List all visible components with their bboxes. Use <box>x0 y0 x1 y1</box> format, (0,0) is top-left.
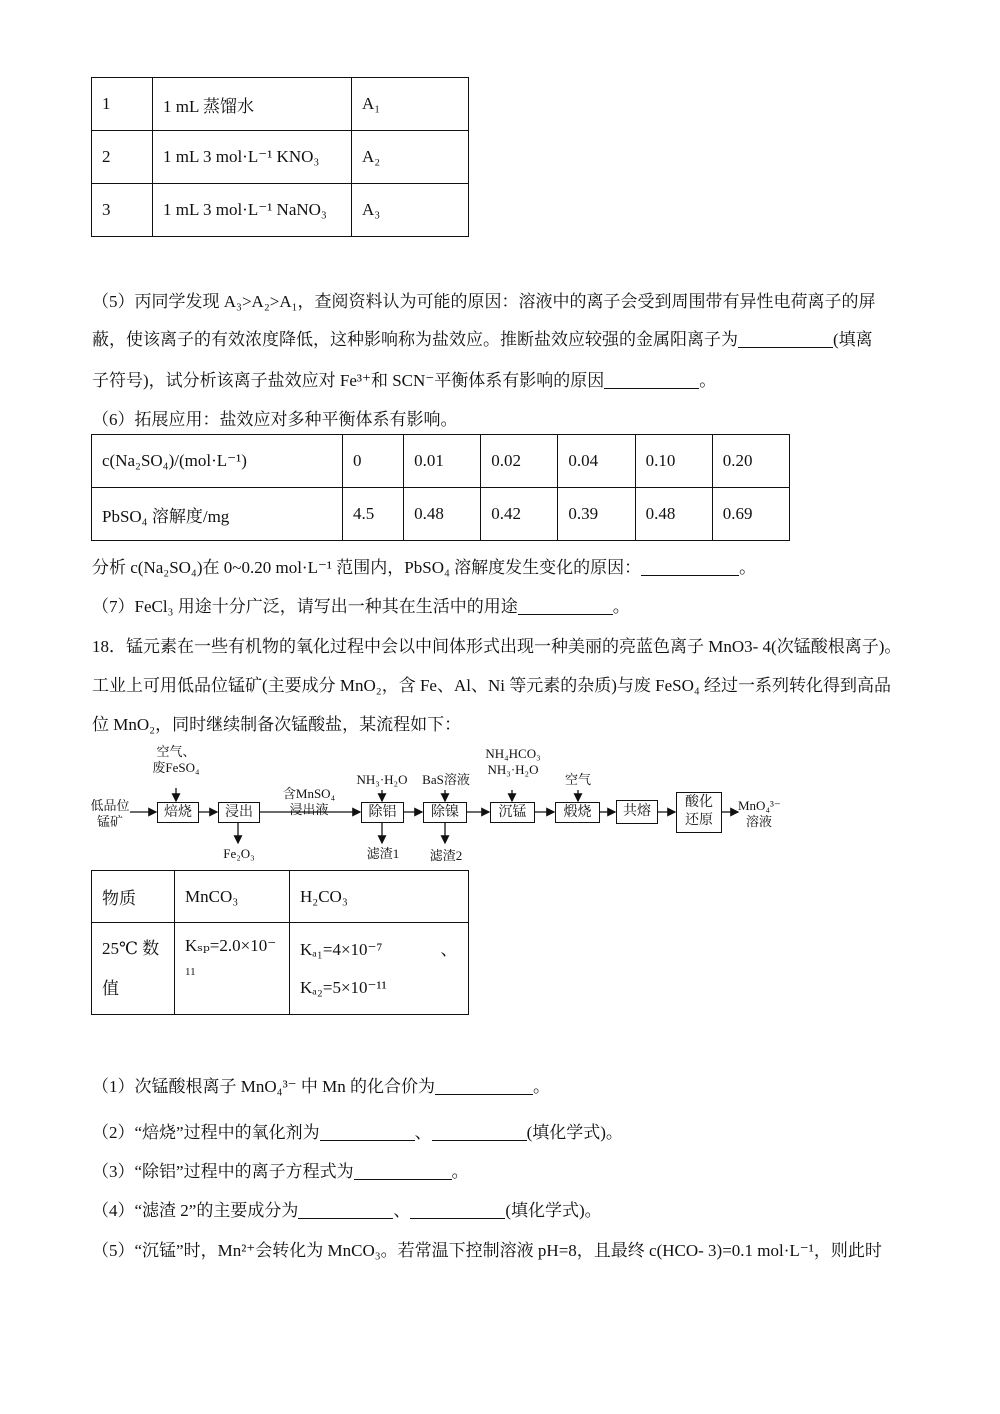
q5-line2 <box>92 325 873 350</box>
ksp-l1: Kₛₚ=2.0×10⁻ <box>185 936 277 955</box>
header-cell: 0 <box>343 435 404 488</box>
ni-input: BaS溶液 <box>422 772 470 787</box>
q5-line3-text: 子符号)，试分析该离子盐效应对 Fe³⁺和 SCN⁻平衡体系有影响的原因 <box>92 371 605 390</box>
answer-blank[interactable] <box>641 557 739 576</box>
row-result: A₁ <box>352 78 469 131</box>
row-no: 2 <box>92 131 153 184</box>
answer-blank[interactable] <box>432 1122 527 1141</box>
residue-2: 滤渣2 <box>429 848 463 863</box>
data-cell: 0.39 <box>558 488 635 541</box>
sub-q4-text: （4）“滤渣 2”的主要成分为 <box>92 1201 299 1220</box>
calcination-box: 煅烧 <box>555 802 600 823</box>
header-cell: 0.04 <box>558 435 635 488</box>
q5-line1: （5）丙同学发现 A₃>A₂>A₁，查阅资料认为可能的原因：溶液中的离子会受到周围带有异性电荷离子的屏 <box>92 292 876 311</box>
acidify-l1: 酸化 <box>685 795 713 810</box>
sub-q1 <box>92 1072 550 1097</box>
q5-line3-tail: 。 <box>699 371 717 390</box>
sub-q3-text: （3）“除铝”过程中的离子方程式为 <box>92 1162 354 1181</box>
row-result: A₃ <box>352 184 469 237</box>
q6-intro: （6）拓展应用：盐效应对多种平衡体系有影响。 <box>92 410 458 429</box>
q18-line2: 工业上可用低品位锰矿(主要成分 MnO₂，含 Fe、Al、Ni 等元素的杂质)与废 FeSO₄ 经过一系列转化得到高品 <box>92 676 892 695</box>
roast-box: 焙烧 <box>157 802 199 823</box>
answer-blank[interactable] <box>604 370 699 389</box>
sub-q2-sep: 、 <box>414 1123 432 1142</box>
row-no: 3 <box>92 184 153 237</box>
header-cell: 0.20 <box>712 435 789 488</box>
q6-analysis-tail: 。 <box>739 558 757 577</box>
answer-blank[interactable] <box>410 1200 505 1219</box>
ka1-line <box>300 931 468 969</box>
header-cell: 0.10 <box>635 435 712 488</box>
q7-tail: 。 <box>612 597 630 616</box>
flow-end-l1: MnO₄³⁻ <box>738 798 781 813</box>
leach-box: 浸出 <box>218 802 260 823</box>
solubility-table <box>91 434 790 541</box>
sub-q2-tail: (填化学式)。 <box>526 1123 623 1142</box>
flow-start-l2: 锰矿 <box>96 814 123 829</box>
mn-input <box>480 746 546 778</box>
header-cell: c(Na₂SO₄)/(mol·L⁻¹) <box>92 435 343 488</box>
sub-q4 <box>92 1196 602 1221</box>
leach-liquor <box>276 786 342 818</box>
acidify-reduce-box <box>676 792 722 833</box>
answer-blank[interactable] <box>298 1200 393 1219</box>
sub-q1-tail: 。 <box>533 1077 551 1096</box>
fusion-box: 共熔 <box>616 800 658 824</box>
answer-blank[interactable] <box>518 596 613 615</box>
q5-line3 <box>92 366 716 391</box>
q5-line2-text: 蔽，使该离子的有效浓度降低，这种影响称为盐效应。推断盐效应较强的金属阳离子为 <box>92 330 738 349</box>
row-no: 1 <box>92 78 153 131</box>
answer-blank[interactable] <box>320 1122 415 1141</box>
q7 <box>92 592 630 617</box>
condition-l1: 25℃ 数 <box>102 938 160 958</box>
header-cell: MnCO₃ <box>175 871 290 923</box>
header-cell: 物质 <box>92 871 175 923</box>
row-reagent: 1 mL 3 mol·L⁻¹ NaNO₃ <box>153 184 352 237</box>
sub-q1-text: （1）次锰酸根离子 MnO₄³⁻ 中 Mn 的化合价为 <box>92 1077 436 1096</box>
acidify-l2: 还原 <box>685 813 713 828</box>
process-flow-diagram <box>0 740 1000 870</box>
roast-input-l2: 废FeSO₄ <box>152 760 200 775</box>
header-cell: H₂CO₃ <box>290 871 469 923</box>
sub-q4-sep: 、 <box>393 1201 411 1220</box>
q6-analysis-text: 分析 c(Na₂SO₄)在 0~0.20 mol·L⁻¹ 范围内，PbSO₄ 溶解度发生变化的原因： <box>92 558 642 577</box>
flow-start-l1: 低品位 <box>90 798 130 813</box>
data-cell: 0.42 <box>481 488 558 541</box>
data-cell: 0.48 <box>404 488 481 541</box>
sub-q3 <box>92 1157 469 1182</box>
row-result: A₂ <box>352 131 469 184</box>
calc-input: 空气 <box>564 772 591 787</box>
row-reagent: 1 mL 3 mol·L⁻¹ KNO₃ <box>153 131 352 184</box>
data-cell: 0.69 <box>712 488 789 541</box>
answer-blank[interactable] <box>354 1161 452 1180</box>
condition-l2: 值 <box>102 978 119 998</box>
sub-q5: （5）“沉锰”时，Mn²⁺会转化为 MnCO₃。若常温下控制溶液 pH=8，且最终 c(HCO- 3)=0.1 mol·L⁻¹，则此时 <box>92 1241 882 1260</box>
ksp-cell <box>175 923 290 1015</box>
sub-q4-tail: (填化学式)。 <box>505 1201 602 1220</box>
ni-removal-box: 除镍 <box>423 802 467 823</box>
row-reagent: 1 mL 蒸馏水 <box>153 78 352 131</box>
answer-blank[interactable] <box>435 1076 533 1095</box>
q7-text: （7）FeCl₃ 用途十分广泛，请写出一种其在生活中的用途 <box>92 597 518 616</box>
sub-q3-tail: 。 <box>451 1162 469 1181</box>
data-cell: PbSO₄ 溶解度/mg <box>92 488 343 541</box>
q6-analysis <box>92 553 756 578</box>
condition-cell <box>92 923 175 1015</box>
roast-input <box>145 744 207 776</box>
mn-input-l1: NH₄HCO₃ <box>485 746 541 761</box>
mn-input-l2: NH₃·H₂O <box>487 762 539 777</box>
data-cell: 4.5 <box>343 488 404 541</box>
q5-line2-tail: (填离 <box>833 330 873 349</box>
answer-blank[interactable] <box>738 329 833 348</box>
ka-separator: 、 <box>440 939 458 959</box>
leach-liquor-l1: 含MnSO₄ <box>282 786 336 801</box>
header-cell: 0.01 <box>404 435 481 488</box>
roast-input-l1: 空气、 <box>156 744 196 759</box>
q18-line1: 18．锰元素在一些有机物的氧化过程中会以中间体形式出现一种美丽的亮蓝色离子 MnO3- 4(次锰酸根离子)。 <box>92 637 902 656</box>
flow-start <box>90 798 130 830</box>
constants-table <box>91 870 469 1015</box>
ka2: Kₐ₂=5×10⁻¹¹ <box>300 977 387 997</box>
flow-end-l2: 溶液 <box>745 814 772 829</box>
ka-cell <box>290 923 469 1015</box>
flow-end <box>738 798 780 830</box>
sub-q2-text: （2）“焙烧”过程中的氧化剂为 <box>92 1123 320 1142</box>
reagent-table <box>91 77 469 237</box>
residue-1: 滤渣1 <box>366 846 400 861</box>
leach-output: Fe₂O₃ <box>223 846 255 861</box>
al-removal-box: 除铝 <box>361 802 404 823</box>
ka1: Kₐ₁=4×10⁻⁷ <box>300 939 383 959</box>
data-cell: 0.48 <box>635 488 712 541</box>
mn-precip-box: 沉锰 <box>490 802 535 823</box>
q18-line3: 位 MnO₂，同时继续制备次锰酸盐，某流程如下： <box>92 715 462 734</box>
ksp-l2: 11 <box>185 966 196 978</box>
leach-liquor-l2: 浸出液 <box>289 802 329 817</box>
header-cell: 0.02 <box>481 435 558 488</box>
al-input: NH₃·H₂O <box>356 772 408 787</box>
sub-q2 <box>92 1118 623 1143</box>
